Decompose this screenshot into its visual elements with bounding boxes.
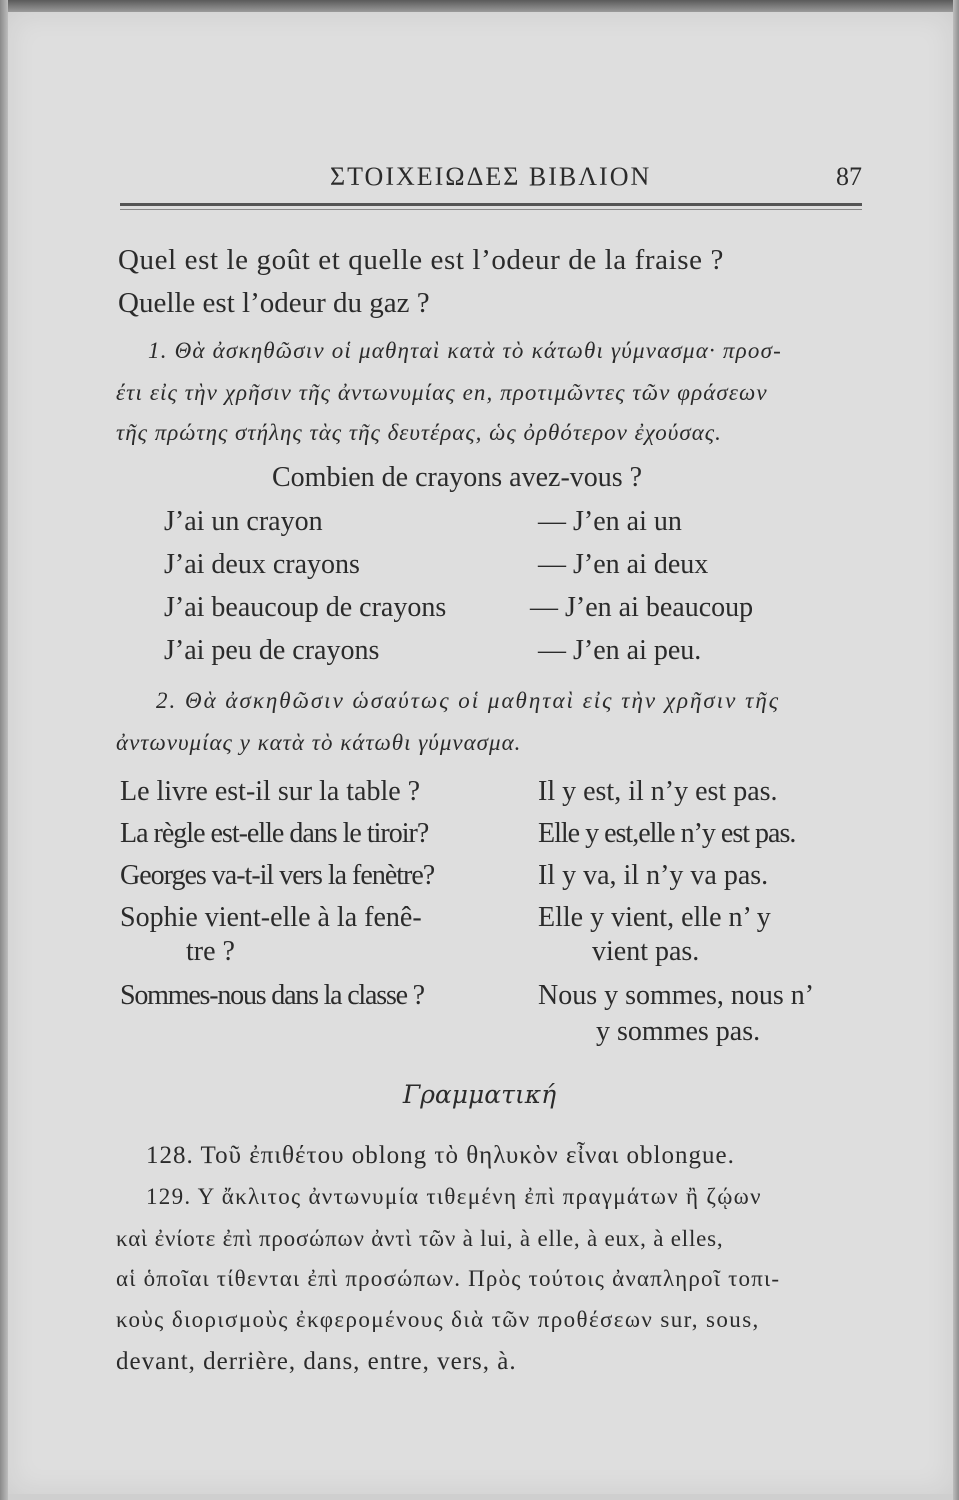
exercise1-left-cell: J’ai beaucoup de crayons bbox=[164, 592, 447, 623]
exercise1-right-cell: — J’en ai peu. bbox=[538, 635, 702, 666]
grammar-paragraph-line: devant, derrière, dans, entre, vers, à. bbox=[116, 1348, 517, 1375]
exercise2-text: 2. Θὰ ἀσκηθῶσιν ὡσαύτως οἱ μαθηταὶ εἰς τὴν χρῆσιν τῆς bbox=[156, 688, 781, 713]
exercise2-left-cell: Georges va-t-il vers la fenètre? bbox=[120, 860, 435, 891]
exercise1-left-cell: J’ai peu de crayons bbox=[164, 635, 380, 666]
exercise1-text: 1. Θὰ ἀσκηθῶσιν οἱ μαθηταὶ κατὰ τὸ κάτωθι γύμνασμα· προσ- bbox=[148, 338, 782, 363]
header-rule bbox=[120, 203, 862, 206]
exercise2-left-cell: Sophie vient-elle à la fenê- bbox=[120, 902, 422, 933]
grammar-paragraph-line: 129. Y ἄκλιτος ἀντωνυμία τιθεμένη ἐπὶ πραγμάτων ἢ ζῴων bbox=[146, 1184, 762, 1209]
header-rule-thin bbox=[120, 209, 862, 210]
exercise2-right-cell: Elle y est,elle n’y est pas. bbox=[538, 818, 796, 849]
section-heading: Γραμματική bbox=[402, 1080, 557, 1109]
exercise1-left-cell: J’ai deux crayons bbox=[164, 549, 360, 580]
exercise1-text: τῆς πρώτης στήλης τὰς τῆς δευτέρας, ὡς ὀρθότερον ἐχούσας. bbox=[116, 420, 722, 445]
exercise1-right-cell: — J’en ai un bbox=[538, 506, 682, 537]
exercise2-right-cell: vient pas. bbox=[592, 936, 700, 967]
exercise1-left-cell: J’ai un crayon bbox=[164, 506, 323, 537]
exercise2-left-cell: tre ? bbox=[186, 936, 235, 967]
page-edge-right bbox=[953, 0, 959, 1500]
intro-line: Quel est le goût et quelle est l’odeur de la fraise ? bbox=[118, 244, 724, 276]
grammar-paragraph-line: κοὺς διορισμοὺς ἐκφερομένους διὰ τῶν προθέσεων sur, sous, bbox=[116, 1307, 760, 1332]
exercise2-right-cell: Elle y vient, elle n’ y bbox=[538, 902, 771, 933]
exercise1-right-cell: — J’en ai beaucoup bbox=[530, 592, 754, 623]
page-edge-top bbox=[0, 0, 959, 12]
intro-line: Quelle est l’odeur du gaz ? bbox=[118, 287, 430, 319]
exercise2-right-cell: Il y est, il n’y est pas. bbox=[538, 776, 778, 807]
grammar-paragraph-line: αἱ ὁποῖαι τίθενται ἐπὶ προσώπων. Πρὸς τούτοις ἀναπληροῖ τοπι- bbox=[116, 1266, 781, 1291]
grammar-paragraph-line: 128. Τοῦ ἐπιθέτου oblong τὸ θηλυκὸν εἶναι oblongue. bbox=[146, 1142, 735, 1169]
grammar-paragraph-line: καὶ ἐνίοτε ἐπὶ προσώπων ἀντὶ τῶν à lui, à elle, à eux, à elles, bbox=[116, 1226, 724, 1251]
exercise2-right-cell: Nous y sommes, nous n’ bbox=[538, 980, 815, 1011]
exercise1-text: έτι εἰς τὴν χρῆσιν τῆς ἀντωνυμίας en, προτιμῶντες τῶν φράσεων bbox=[116, 380, 768, 405]
exercise2-text: ἀντωνυμίας y κατὰ τὸ κάτωθι γύμνασμα. bbox=[116, 730, 522, 755]
exercise2-right-cell: Il y va, il n’y va pas. bbox=[538, 860, 769, 891]
exercise1-right-cell: — J’en ai deux bbox=[538, 549, 709, 580]
running-header-title: ΣΤΟΙΧΕΙΩΔΕΣ ΒΙΒΛΙΟΝ bbox=[330, 162, 652, 191]
page-number: 87 bbox=[836, 162, 862, 191]
page-edge-left bbox=[0, 0, 8, 1500]
exercise1-question: Combien de crayons avez-vous ? bbox=[272, 462, 643, 493]
exercise2-right-cell: y sommes pas. bbox=[596, 1016, 761, 1047]
exercise2-left-cell: Le livre est-il sur la table ? bbox=[120, 776, 421, 807]
exercise2-left-cell: Sommes-nous dans la classe ? bbox=[120, 980, 424, 1011]
exercise2-left-cell: La règle est-elle dans le tiroir? bbox=[120, 818, 429, 849]
